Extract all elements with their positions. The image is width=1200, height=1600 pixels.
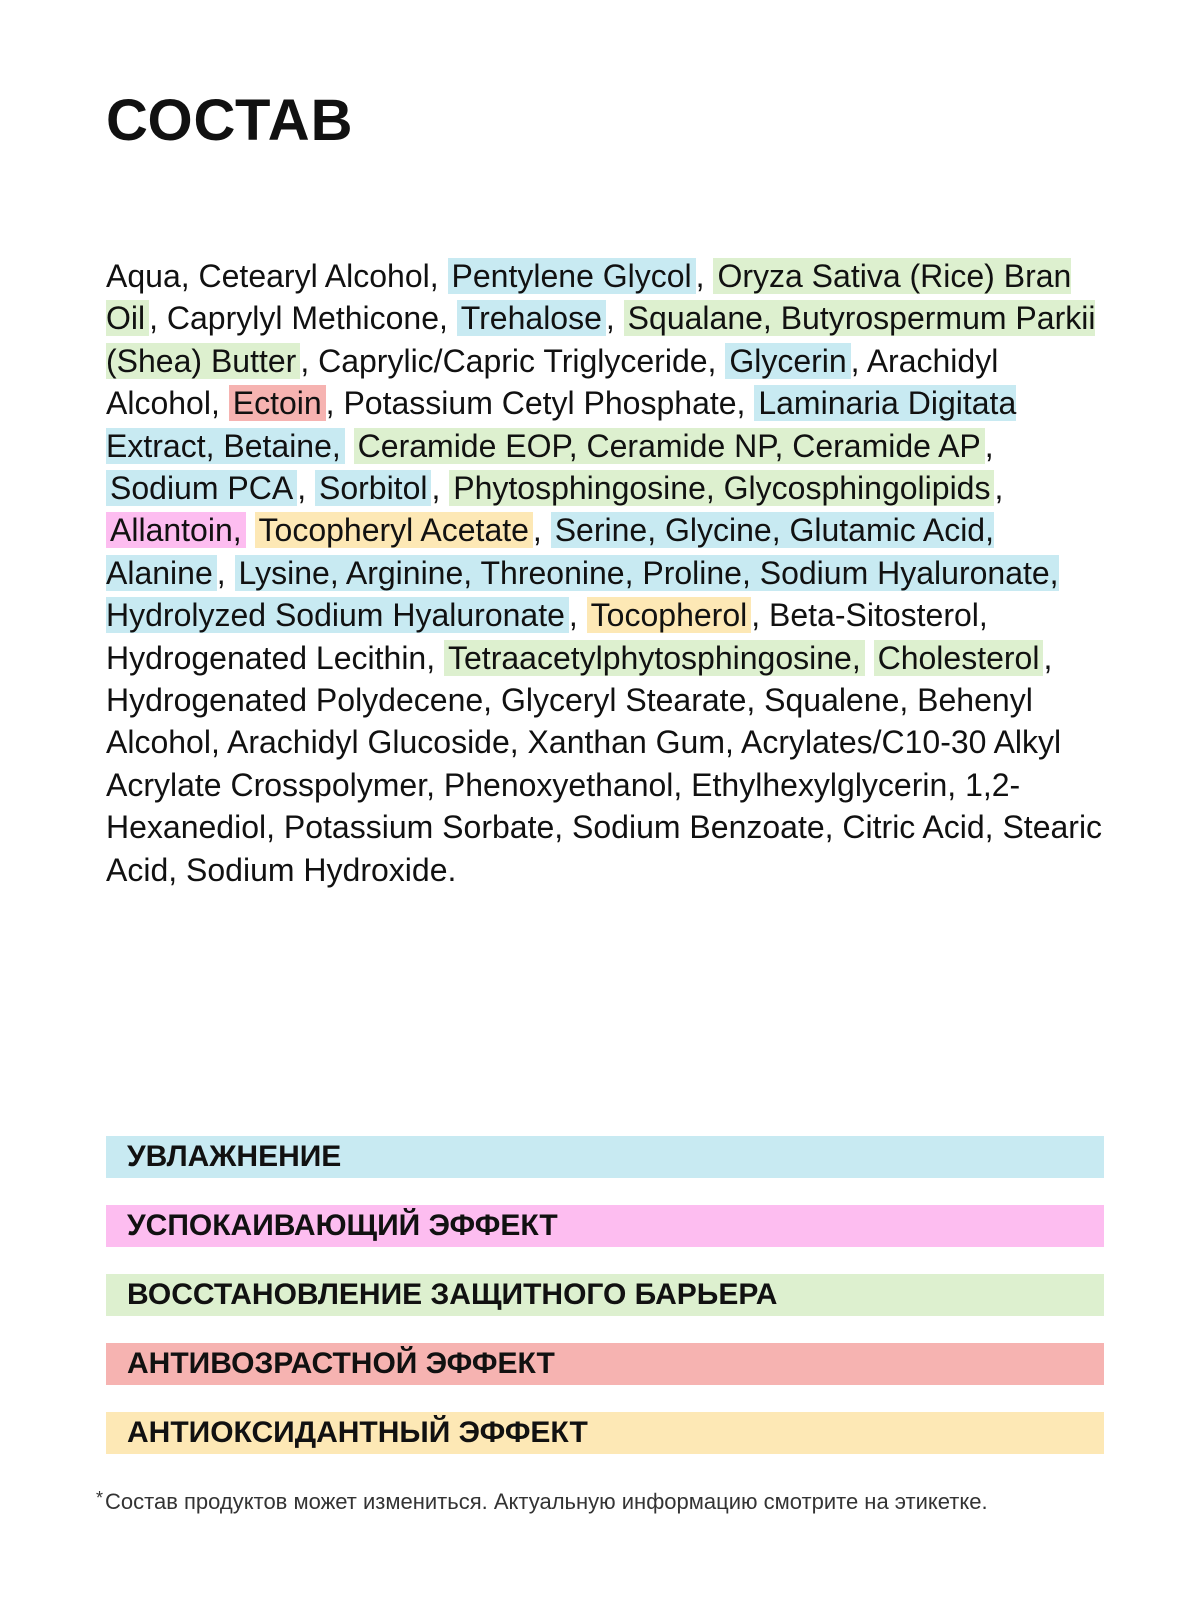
legend-item-antioxidant: АНТИОКСИДАНТНЫЙ ЭФФЕКТ [106,1412,1104,1454]
ingredient-text: , Caprylyl Methicone, [149,300,457,337]
ingredient-highlight-moisturizing: Serine, Glycine, Glutamic Acid, Alanine [106,512,994,591]
ingredient-highlight-barrier: Ceramide EOP, Ceramide NP, Ceramide AP [354,428,985,464]
legend-item-barrier: ВОССТАНОВЛЕНИЕ ЗАЩИТНОГО БАРЬЕРА [106,1274,1104,1316]
ingredient-highlight-soothing: Allantoin, [106,512,246,548]
ingredient-text: , [695,258,714,294]
ingredient-text: , [532,512,551,549]
ingredient-highlight-antiage: Ectoin [229,385,326,421]
legend [106,1136,1104,1481]
ingredient-highlight-antioxidant: Tocopheryl Acetate [255,512,533,548]
ingredient-highlight-antioxidant: Tocopherol [587,597,752,633]
ingredient-text: , [994,470,1004,507]
legend-item-moisturizing: УВЛАЖНЕНИЕ [106,1136,1104,1178]
ingredient-highlight-barrier: Squalane, Butyrospermum Parkii (Shea) Butter [106,300,1096,379]
ingredient-highlight-moisturizing: Laminaria Digitata Extract, Betaine, [106,385,1017,464]
ingredient-text [865,640,874,676]
ingredient-text: , Arachidyl Alcohol, [106,342,999,422]
ingredient-text [345,428,354,464]
legend-item-antiage: АНТИВОЗРАСТНОЙ ЭФФЕКТ [106,1343,1104,1385]
ingredient-text: , [568,597,587,634]
ingredient-text: Aqua, Cetearyl Alcohol [106,258,430,294]
ingredient-highlight-barrier: Phytosphingosine, Glycosphingolipids [449,470,994,506]
ingredient-highlight-moisturizing: Sodium PCA [106,470,297,506]
ingredient-highlight-moisturizing: Glycerin [725,343,850,379]
ingredient-text: , [605,300,624,337]
ingredient-highlight-barrier: Tetraacetylphytosphingosine, [444,640,865,676]
ingredient-text: , [431,470,450,507]
ingredient-highlight-barrier: Cholesterol [874,640,1044,676]
ingredient-text: , [216,554,235,591]
ingredient-highlight-moisturizing: Trehalose [457,300,606,336]
legend-item-soothing: УСПОКАИВАЮЩИЙ ЭФФЕКТ [106,1205,1104,1247]
ingredient-highlight-barrier: Oryza Sativa (Rice) Bran Oil [106,258,1072,337]
ingredient-text: , [429,258,448,294]
ingredient-text: , Potassium Cetyl Phosphate, [325,385,755,422]
ingredient-text: , Hydrogenated Polydecene, Glyceryl Stearate, Squalene, Behenyl Alcohol, Arachidyl Glucoside, Xanthan Gum, Acrylates/C10-30 Alkyl Acrylate Crosspolymer, Phenoxyethanol, Ethylhexylglycerin, 1,2-Hexanediol, Potassium Sorbate, Sodium Benzoate, Citric Acid, Stearic Acid, Sodium Hydroxide. [106,639,1103,888]
ingredient-text: , Beta-Sitosterol, Hydrogenated Lecithin, [106,597,988,676]
ingredient-text: , Caprylic/Capric Triglyceride, [300,342,726,379]
footnote-mark: * [96,1488,104,1508]
ingredients-list [106,255,1106,891]
ingredient-text: , [984,427,994,464]
page-title: СОСТАВ [106,88,354,153]
footnote [96,1487,996,1517]
ingredient-highlight-moisturizing: Sorbitol [315,470,432,506]
ingredient-text [246,512,255,548]
ingredient-highlight-moisturizing: Pentylene Glycol [448,258,696,294]
footnote-text: Состав продуктов может измениться. Актуальную информацию смотрите на этикетке. [105,1489,988,1514]
ingredient-highlight-moisturizing: Lysine, Arginine, Threonine, Proline, Sodium Hyaluronate, Hydrolyzed Sodium Hyaluronate [106,554,1059,634]
ingredient-text: , [297,470,315,507]
